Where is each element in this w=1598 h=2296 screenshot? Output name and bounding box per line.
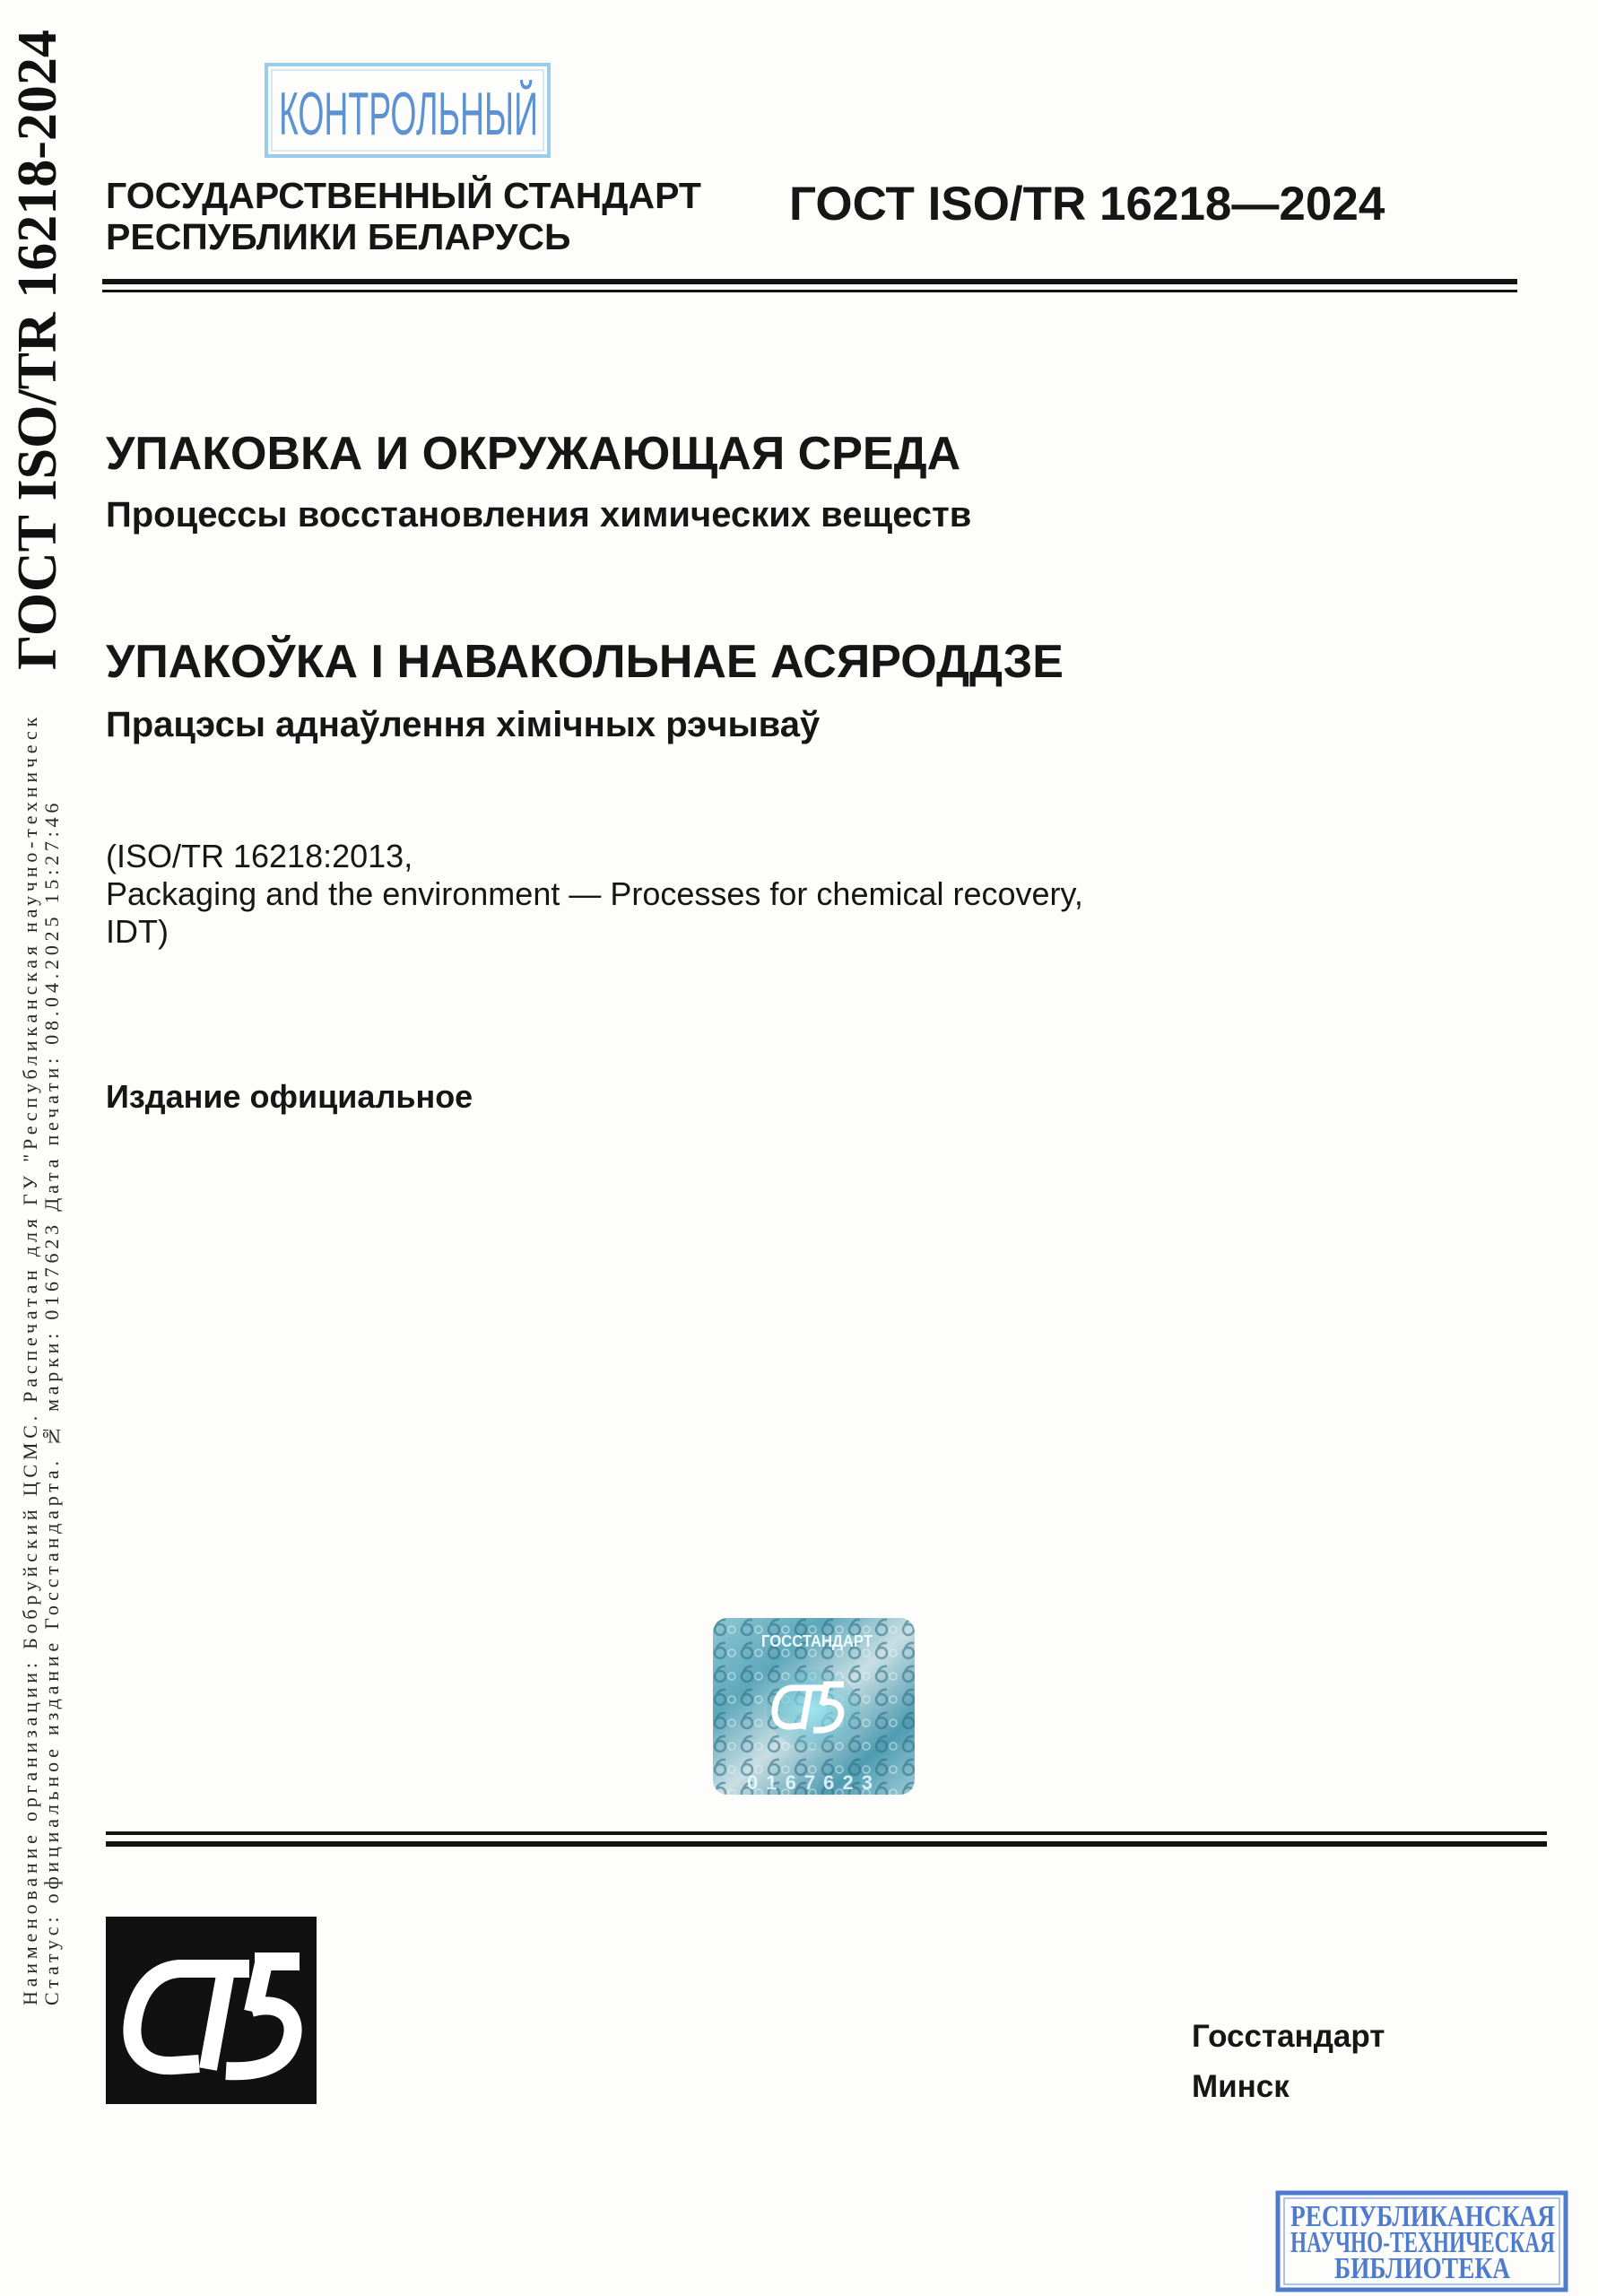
hologram-top-text: ГОССТАНДАРТ — [761, 1632, 873, 1650]
authority-line-2: РЕСПУБЛИКИ БЕЛАРУСЬ — [106, 216, 571, 257]
issuing-authority — [106, 175, 701, 257]
control-stamp-text: КОНТРОЛЬНЫЙ — [279, 80, 751, 148]
hologram-number: 0167623 — [747, 1771, 873, 1794]
header-rule-thick — [102, 279, 1517, 284]
iso-reference-line-1: (ISO/TR 16218:2013, — [106, 838, 413, 874]
title-ru-sub: Процессы восстановления химических веществ — [106, 495, 972, 535]
iso-reference-line-3: IDT) — [106, 913, 169, 950]
iso-reference-line-2: Packaging and the environment — Processes for chemical recovery, — [106, 875, 1083, 912]
title-be-main: УПАКОЎКА І НАВАКОЛЬНАЕ АСЯРОДДЗЕ — [106, 636, 1064, 688]
publisher-name: Госстандарт — [1192, 2019, 1385, 2054]
edition-label: Издание официальное — [106, 1078, 473, 1115]
standard-designation: ГОСТ ISO/TR 16218—2024 — [789, 178, 1385, 230]
publisher-city: Минск — [1192, 2069, 1290, 2104]
header-rule-thin — [102, 290, 1517, 292]
spine-designation: ГОСТ ISO/TR 16218-2024 — [7, 30, 68, 670]
title-ru-main: УПАКОВКА И ОКРУЖАЮЩАЯ СРЕДА — [106, 428, 961, 480]
hologram-sticker — [711, 1616, 916, 1796]
control-stamp — [264, 62, 751, 159]
footer-rule-thick — [106, 1841, 1547, 1847]
library-stamp-line-1: РЕСПУБЛИКАНСКАЯ — [1290, 2200, 1555, 2233]
stb-logo — [106, 1917, 317, 2104]
print-info — [20, 691, 66, 2005]
library-stamp-line-2: НАУЧНО-ТЕХНИЧЕСКАЯ — [1290, 2226, 1555, 2259]
print-info-line-organization: Наименование организации: Бобруйский ЦСМС. Распечатан для ГУ "Республиканская научно-техническ — [19, 713, 41, 2005]
footer-rule-thin — [106, 1831, 1547, 1835]
library-stamp — [1275, 2190, 1568, 2292]
publisher — [1192, 2012, 1385, 2112]
library-stamp-line-3: БИБЛИОТЕКА — [1334, 2252, 1511, 2285]
title-be-sub: Працэсы аднаўлення хімічных рэчываў — [106, 705, 821, 744]
print-info-line-status: Статус: официальное издание Госстандарта. № марки: 0167623 Дата печати: 08.04.2025 15:27:46 — [40, 798, 63, 2005]
iso-reference — [106, 838, 1083, 951]
authority-line-1: ГОСУДАРСТВЕННЫЙ СТАНДАРТ — [106, 175, 701, 216]
